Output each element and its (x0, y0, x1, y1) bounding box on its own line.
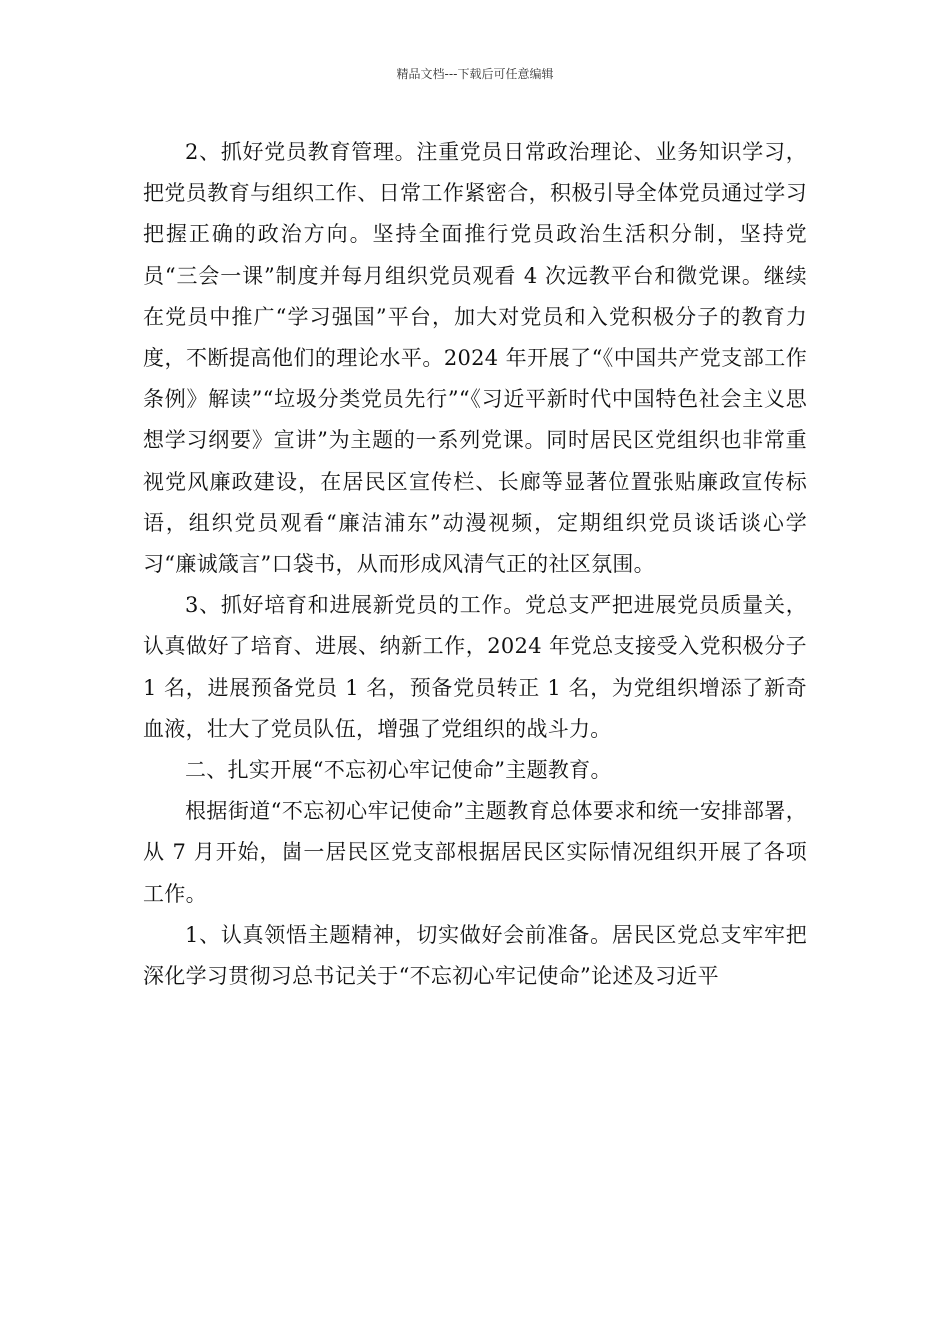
paragraph-new-member-development: 3、抓好培育和进展新党员的工作。党总支严把进展党员质量关，认真做好了培育、进展、纳新工作，2024 年党总支接受入党积极分子 1 名，进展预备党员 1 名，预备党员转正 1 名，为党组织增添了新奇血液，壮大了党员队伍，增强了党组织的战斗力。 (143, 593, 807, 741)
paragraph-party-member-education: 2、抓好党员教育管理。注重党员日常政治理论、业务知识学习，把党员教育与组织工作、日常工作紧密合，积极引导全体党员通过学习把握正确的政治方向。坚持全面推行党员政治生活积分制，坚持党员“三会一课”制度并每月组织党员观看 4 次远教平台和微党课。继续在党员中推广“学习强国”平台，加大对党员和入党积极分子的教育力度，不断提高他们的理论水平。2024 年开展了“《中国共产党支部工作条例》解读”“垃圾分类党员先行”“《习近平新时代中国特色社会主义思想学习纲要》宣讲”为主题的一系列党课。同时居民区党组织也非常重视党风廉政建设，在居民区宣传栏、长廊等显著位置张贴廉政宣传标语，组织党员观看“廉洁浦东”动漫视频，定期组织党员谈话谈心学习“廉诚箴言”口袋书，从而形成风清气正的社区氛围。 (143, 140, 807, 577)
page-header: 精品文档---下载后可任意编辑 (396, 67, 554, 81)
paragraph-theme-education-arrangement: 根据街道“不忘初心牢记使命”主题教育总体要求和统一安排部署，从 7 月开始，崮一居民区党支部根据居民区实际情况组织开展了各项工作。 (143, 799, 807, 906)
paragraph-meeting-preparation: 1、认真领悟主题精神，切实做好会前准备。居民区党总支牢牢把深化学习贯彻习总书记关于“不忘初心牢记使命”论述及习近平 (143, 922, 807, 989)
section-heading-theme-education: 二、扎实开展“不忘初心牢记使命”主题教育。 (185, 758, 612, 783)
document-body (143, 132, 807, 997)
